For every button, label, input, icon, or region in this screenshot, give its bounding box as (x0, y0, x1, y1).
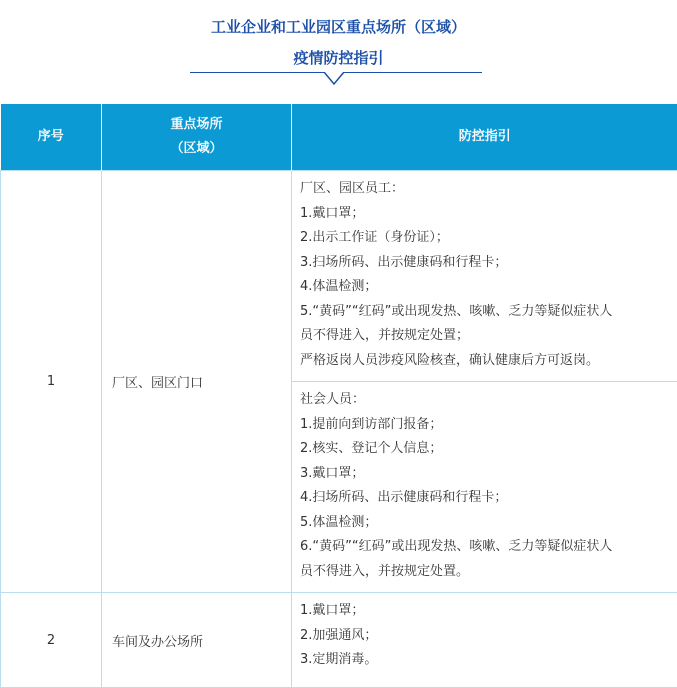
guide-line: 5.体温检测； (300, 511, 669, 536)
row-place: 车间及办公场所 (102, 593, 292, 688)
guide-line: 5.“黄码”“红码”或出现发热、咳嗽、乏力等疑似症状人 (300, 300, 669, 325)
guide-line: 4.扫场所码、出示健康码和行程卡； (300, 486, 669, 511)
guide-group-employees (292, 171, 677, 382)
guide-line: 2.核实、登记个人信息； (300, 437, 669, 462)
guide-group-workshop (292, 593, 677, 688)
guide-line: 1.戴口罩； (300, 202, 669, 227)
guide-line: 2.加强通风； (300, 624, 669, 649)
column-header-place-line2: （区域） (170, 141, 222, 156)
table-row (1, 171, 677, 382)
guide-line: 社会人员： (300, 388, 669, 413)
guide-line: 3.扫场所码、出示健康码和行程卡； (300, 251, 669, 276)
guide-line: 员不得进入，并按规定处置。 (300, 560, 669, 585)
row-index: 1 (1, 171, 102, 593)
column-header-index: 序号 (1, 104, 102, 171)
column-header-place-line1: 重点场所 (170, 117, 222, 132)
document-header (0, 0, 677, 104)
guide-line: 6.“黄码”“红码”或出现发热、咳嗽、乏力等疑似症状人 (300, 535, 669, 560)
guide-line: 严格返岗人员涉疫风险核查，确认健康后方可返岗。 (300, 349, 669, 374)
guide-line: 1.提前向到访部门报备； (300, 413, 669, 438)
guide-group-visitors (292, 382, 677, 593)
guide-line: 3.戴口罩； (300, 462, 669, 487)
guideline-table (0, 104, 677, 688)
guide-line: 3.定期消毒。 (300, 648, 669, 673)
document-title-line2: 疫情防控指引 (0, 48, 677, 68)
guide-line: 2.出示工作证（身份证）； (300, 226, 669, 251)
guide-line: 4.体温检测； (300, 275, 669, 300)
column-header-place (102, 104, 292, 171)
document-title-line1: 工业企业和工业园区重点场所（区域） (0, 17, 677, 37)
table-header-row (1, 104, 677, 171)
column-header-guide: 防控指引 (292, 104, 677, 171)
guide-line: 1.戴口罩； (300, 599, 669, 624)
title-underline-notch-icon (323, 72, 345, 86)
guide-line: 厂区、园区员工： (300, 177, 669, 202)
guide-line: 员不得进入，并按规定处置； (300, 324, 669, 349)
table-row (1, 593, 677, 688)
row-index: 2 (1, 593, 102, 688)
row-place: 厂区、园区门口 (102, 171, 292, 593)
